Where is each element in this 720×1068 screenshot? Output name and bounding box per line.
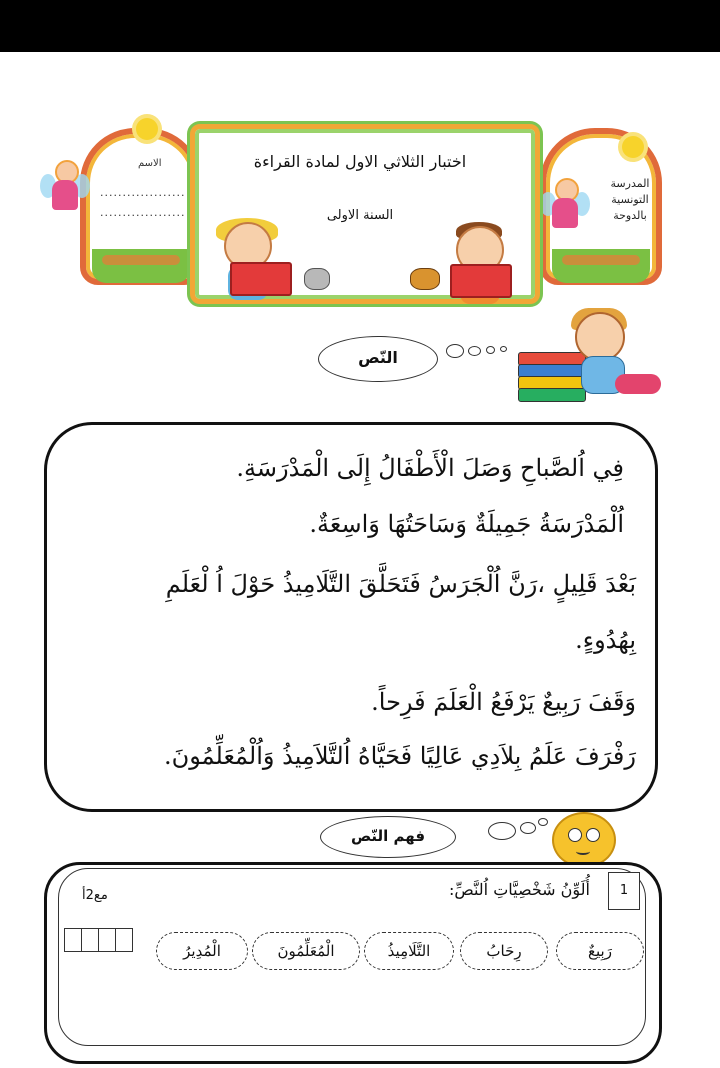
grade-label: السنة الاولى [326, 208, 394, 223]
score-grid [64, 928, 133, 952]
text-line: وَقَفَ رَبِيعٌ يَرْفَعُ الْعَلَمَ فَرِحاً. [371, 688, 636, 716]
text-line: اُلْمَدْرَسَةُ جَمِيلَةٌ وَسَاحَتُهَا وَاسِعَةٌ. [309, 510, 624, 538]
choice-teachers[interactable]: الْمُعَلِّمُونَ [252, 932, 360, 970]
cloud-bubble [488, 822, 516, 840]
text-line: بَعْدَ قَلِيلٍ ،رَنَّ اُلْجَرَسُ فَتَحَلَّقَ التَّلَامِيذُ حَوْلَ اُ لْعَلَمِ [165, 570, 636, 598]
text-line: بِهُدُوءٍ. [575, 626, 636, 654]
school-name: المدرسة التونسية بالدوحة [610, 177, 650, 222]
name-line[interactable]: ................... [100, 186, 186, 199]
boy-reading-icon [440, 222, 530, 314]
text-section-label: النّص [318, 336, 438, 382]
choice-rabie[interactable]: رَبِيعٌ [556, 932, 644, 970]
dog-icon [410, 268, 440, 290]
cloud-bubble [486, 346, 495, 354]
cloud-bubble [468, 346, 481, 356]
question-text: أُلَوِّنُ شَخْصِيَّاتِ اُلنَّصِّ: [448, 880, 590, 899]
choice-rihab[interactable]: رِحَابُ [460, 932, 548, 970]
cloud-bubble [500, 346, 507, 352]
criterion-code: مع2أ [82, 888, 108, 903]
comprehension-section-label: فهم النّص [320, 816, 456, 858]
text-line: رَفْرَفَ عَلَمُ بِلاَدِي عَالِيًا فَحَيَّاهُ اُلتَّلاَمِيذُ وَاُلْمُعَلِّمُونَ. [164, 742, 636, 770]
name-label: الاسم [138, 158, 162, 169]
name-line[interactable]: ................... [100, 206, 186, 219]
question-number: 1 [608, 872, 640, 910]
cat-icon [304, 268, 330, 290]
girl-reading-icon [555, 312, 665, 407]
thinking-face-icon [552, 812, 616, 868]
girl-reading-icon [212, 218, 302, 310]
cloud-bubble [446, 344, 464, 358]
choice-pupils[interactable]: التَّلَامِيذُ [364, 932, 454, 970]
fairy-icon [48, 160, 82, 220]
cloud-bubble [520, 822, 536, 834]
page-title: اختبار الثلاثي الاول لمادة القراءة [253, 152, 467, 171]
choice-director[interactable]: الْمُدِيرُ [156, 932, 248, 970]
text-line: فِي اُلصَّباحِ وَصَلَ الْأَطْفَالُ إِلَى الْمَدْرَسَةِ. [236, 454, 624, 482]
flower-icon [622, 136, 644, 158]
flower-icon [136, 118, 158, 140]
top-black-bar [0, 0, 720, 52]
fairy-icon [548, 178, 582, 238]
cloud-bubble [538, 818, 548, 826]
